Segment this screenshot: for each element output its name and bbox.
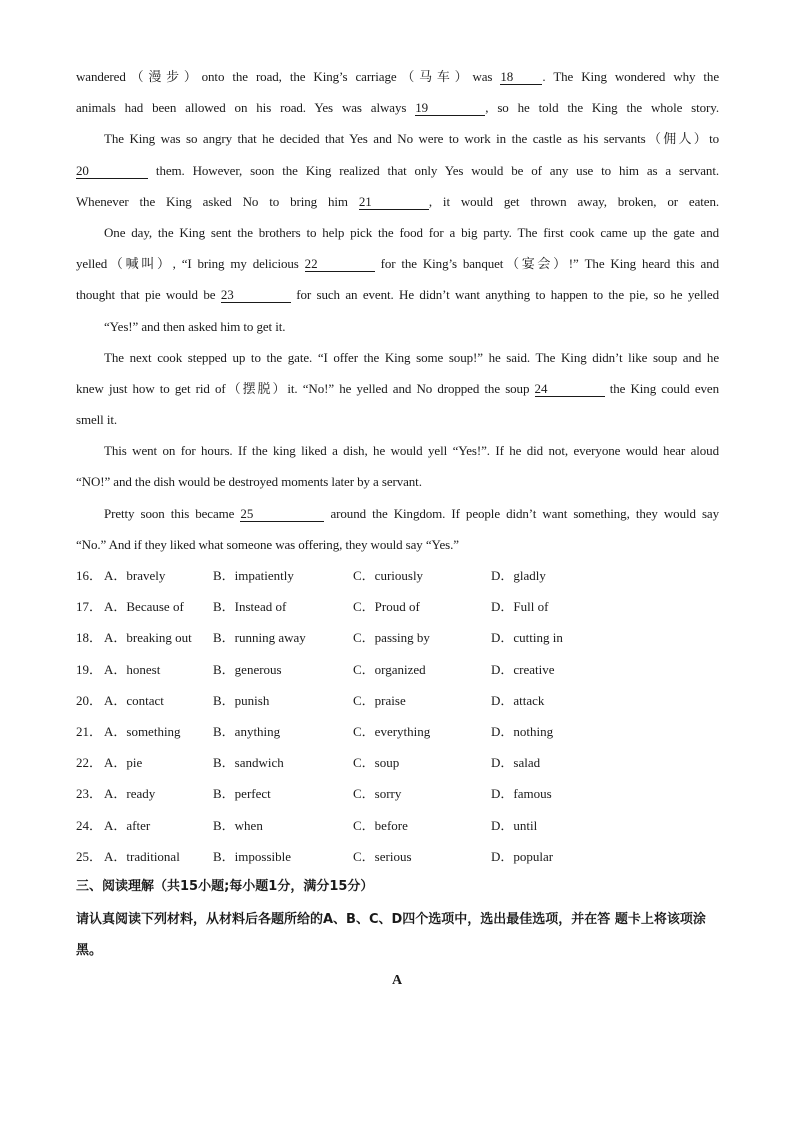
option-c: C．Proud of bbox=[353, 599, 420, 615]
passage-line: This went on for hours. If the king liked a dish, he would yell “Yes!”. If he did not, everyone would hear aloud bbox=[104, 443, 719, 459]
question-number: 17． bbox=[76, 599, 103, 615]
passage-text: the King could even bbox=[604, 380, 719, 396]
blank-24: 24 bbox=[535, 382, 605, 397]
passage-line: The next cook stepped up to the gate. “I offer the King some soup!” he said. The King didn’t like soup and he bbox=[104, 349, 719, 365]
option-a: A．pie bbox=[104, 755, 143, 771]
option-a: A．honest bbox=[104, 661, 161, 677]
passage-line: “Yes!” and then asked him to get it. bbox=[104, 318, 286, 334]
question-number: 20． bbox=[76, 692, 103, 708]
option-d: D．until bbox=[491, 817, 538, 833]
passage-text: wandered（漫步）onto the road, the King’s carriage（马车）was bbox=[76, 69, 501, 84]
question-number: 22． bbox=[76, 755, 103, 771]
option-d: D．nothing bbox=[491, 723, 554, 739]
section-heading: 三、阅读理解（共15小题;每小题1分，满分15分） bbox=[76, 879, 374, 894]
passage-text: animals had been allowed on his road. Yes was always bbox=[76, 100, 416, 116]
blank-22: 22 bbox=[305, 257, 375, 272]
option-b: B．running away bbox=[213, 630, 306, 646]
question-options-18 bbox=[76, 622, 676, 653]
question-number: 23． bbox=[76, 786, 103, 802]
option-b: B．Instead of bbox=[213, 599, 287, 615]
question-number: 18． bbox=[76, 630, 103, 646]
question-options-24 bbox=[76, 810, 676, 841]
question-options-16 bbox=[76, 560, 676, 591]
option-d: D．cutting in bbox=[491, 630, 563, 646]
section-instructions: 请认真阅读下列材料，从材料后各题所给的A、B、C、D四个选项中，选出最佳选项，并在答 题卡上将该项涂黑。 bbox=[76, 912, 706, 958]
option-a: A．bravely bbox=[104, 568, 166, 583]
passage-line: “NO!” and the dish would be destroyed moments later by a servant. bbox=[76, 474, 422, 490]
passage-text: Pretty soon this became bbox=[104, 505, 241, 521]
option-c: C．everything bbox=[353, 723, 431, 739]
passage-line: smell it. bbox=[76, 412, 117, 428]
passage-line bbox=[76, 155, 719, 186]
passage-line bbox=[76, 248, 719, 279]
option-d: D．gladly bbox=[491, 568, 546, 583]
question-number: 21． bbox=[76, 723, 103, 739]
passage-text: them. However, soon the King realized that only Yes would be of any use to him as a servant. bbox=[148, 162, 719, 178]
option-d: D．popular bbox=[491, 848, 554, 864]
question-options-20 bbox=[76, 685, 676, 716]
option-b: B．perfect bbox=[213, 786, 271, 802]
passage-text: yelled（喊叫）, “I bring my delicious bbox=[76, 256, 305, 272]
option-c: C．soup bbox=[353, 755, 400, 771]
option-b: B．impossible bbox=[213, 848, 292, 864]
question-number: 16． bbox=[76, 568, 103, 583]
passage-text: for such an event. He didn’t want anything to happen to the pie, so he yelled bbox=[290, 287, 719, 303]
blank-19: 19 bbox=[415, 101, 485, 116]
question-options-22 bbox=[76, 747, 676, 778]
question-options-19 bbox=[76, 654, 676, 685]
blank-23: 23 bbox=[221, 288, 291, 303]
option-d: D．creative bbox=[491, 661, 555, 677]
question-options-17 bbox=[76, 591, 676, 622]
passage-label: A bbox=[391, 973, 403, 988]
passage-line bbox=[76, 61, 719, 92]
option-a: A．traditional bbox=[104, 848, 180, 864]
option-c: C．serious bbox=[353, 848, 412, 864]
option-a: A．breaking out bbox=[104, 630, 192, 646]
passage-line bbox=[76, 373, 719, 404]
passage-line bbox=[76, 92, 719, 123]
option-c: C．passing by bbox=[353, 630, 430, 646]
blank-20: 20 bbox=[76, 164, 148, 179]
option-c: C．sorry bbox=[353, 786, 402, 802]
passage-text: knew just how to get rid of（摆脱）it. “No!” he yelled and No dropped the soup bbox=[76, 380, 535, 396]
option-d: D．attack bbox=[491, 692, 545, 708]
passage-text: , it would get thrown away, broken, or eaten. bbox=[428, 193, 719, 209]
passage-text: thought that pie would be bbox=[76, 287, 221, 303]
option-c: C．before bbox=[353, 817, 408, 833]
option-c: C．curiously bbox=[353, 568, 424, 583]
option-b: B．punish bbox=[213, 692, 270, 708]
passage-text: , so he told the King the whole story. bbox=[485, 100, 719, 116]
option-c: C．organized bbox=[353, 661, 426, 677]
question-options-25 bbox=[76, 841, 676, 872]
passage-text: . The King wondered why the bbox=[542, 69, 720, 84]
option-a: A．contact bbox=[104, 692, 164, 708]
option-a: A．after bbox=[104, 817, 151, 833]
passage-line bbox=[76, 186, 719, 217]
passage-text: Whenever the King asked No to bring him bbox=[76, 193, 359, 209]
option-d: D．famous bbox=[491, 786, 552, 802]
question-number: 19． bbox=[76, 661, 103, 677]
blank-21: 21 bbox=[359, 195, 429, 210]
answer-options bbox=[76, 560, 676, 872]
option-b: B．anything bbox=[213, 723, 281, 739]
passage-line bbox=[76, 279, 719, 310]
passage-text: for the King’s banquet（宴会）!” The King heard this and bbox=[374, 256, 720, 272]
option-b: B．sandwich bbox=[213, 755, 284, 771]
passage-line: The King was so angry that he decided that Yes and No were to work in the castle as his servants（佣人）to bbox=[104, 131, 719, 147]
passage-line bbox=[76, 498, 719, 529]
passage-line: One day, the King sent the brothers to help pick the food for a big party. The first cook came up the gate and bbox=[104, 224, 719, 240]
cloze-passage bbox=[76, 61, 719, 560]
question-options-21 bbox=[76, 716, 676, 747]
option-b: B．impatiently bbox=[213, 568, 294, 583]
blank-18: 18 bbox=[500, 70, 542, 85]
option-a: A．Because of bbox=[104, 599, 184, 615]
passage-text: around the Kingdom. If people didn’t want something, they would say bbox=[324, 505, 719, 521]
passage-line: “No.” And if they liked what someone was offering, they would say “Yes.” bbox=[76, 536, 459, 552]
option-a: A．something bbox=[104, 723, 181, 739]
blank-25: 25 bbox=[240, 507, 324, 522]
question-options-23 bbox=[76, 778, 676, 809]
question-number: 24． bbox=[76, 817, 103, 833]
option-c: C．praise bbox=[353, 692, 406, 708]
option-d: D．salad bbox=[491, 755, 541, 771]
option-d: D．Full of bbox=[491, 599, 549, 615]
option-a: A．ready bbox=[104, 786, 156, 802]
option-b: B．when bbox=[213, 817, 263, 833]
option-b: B．generous bbox=[213, 661, 282, 677]
question-number: 25． bbox=[76, 848, 103, 864]
